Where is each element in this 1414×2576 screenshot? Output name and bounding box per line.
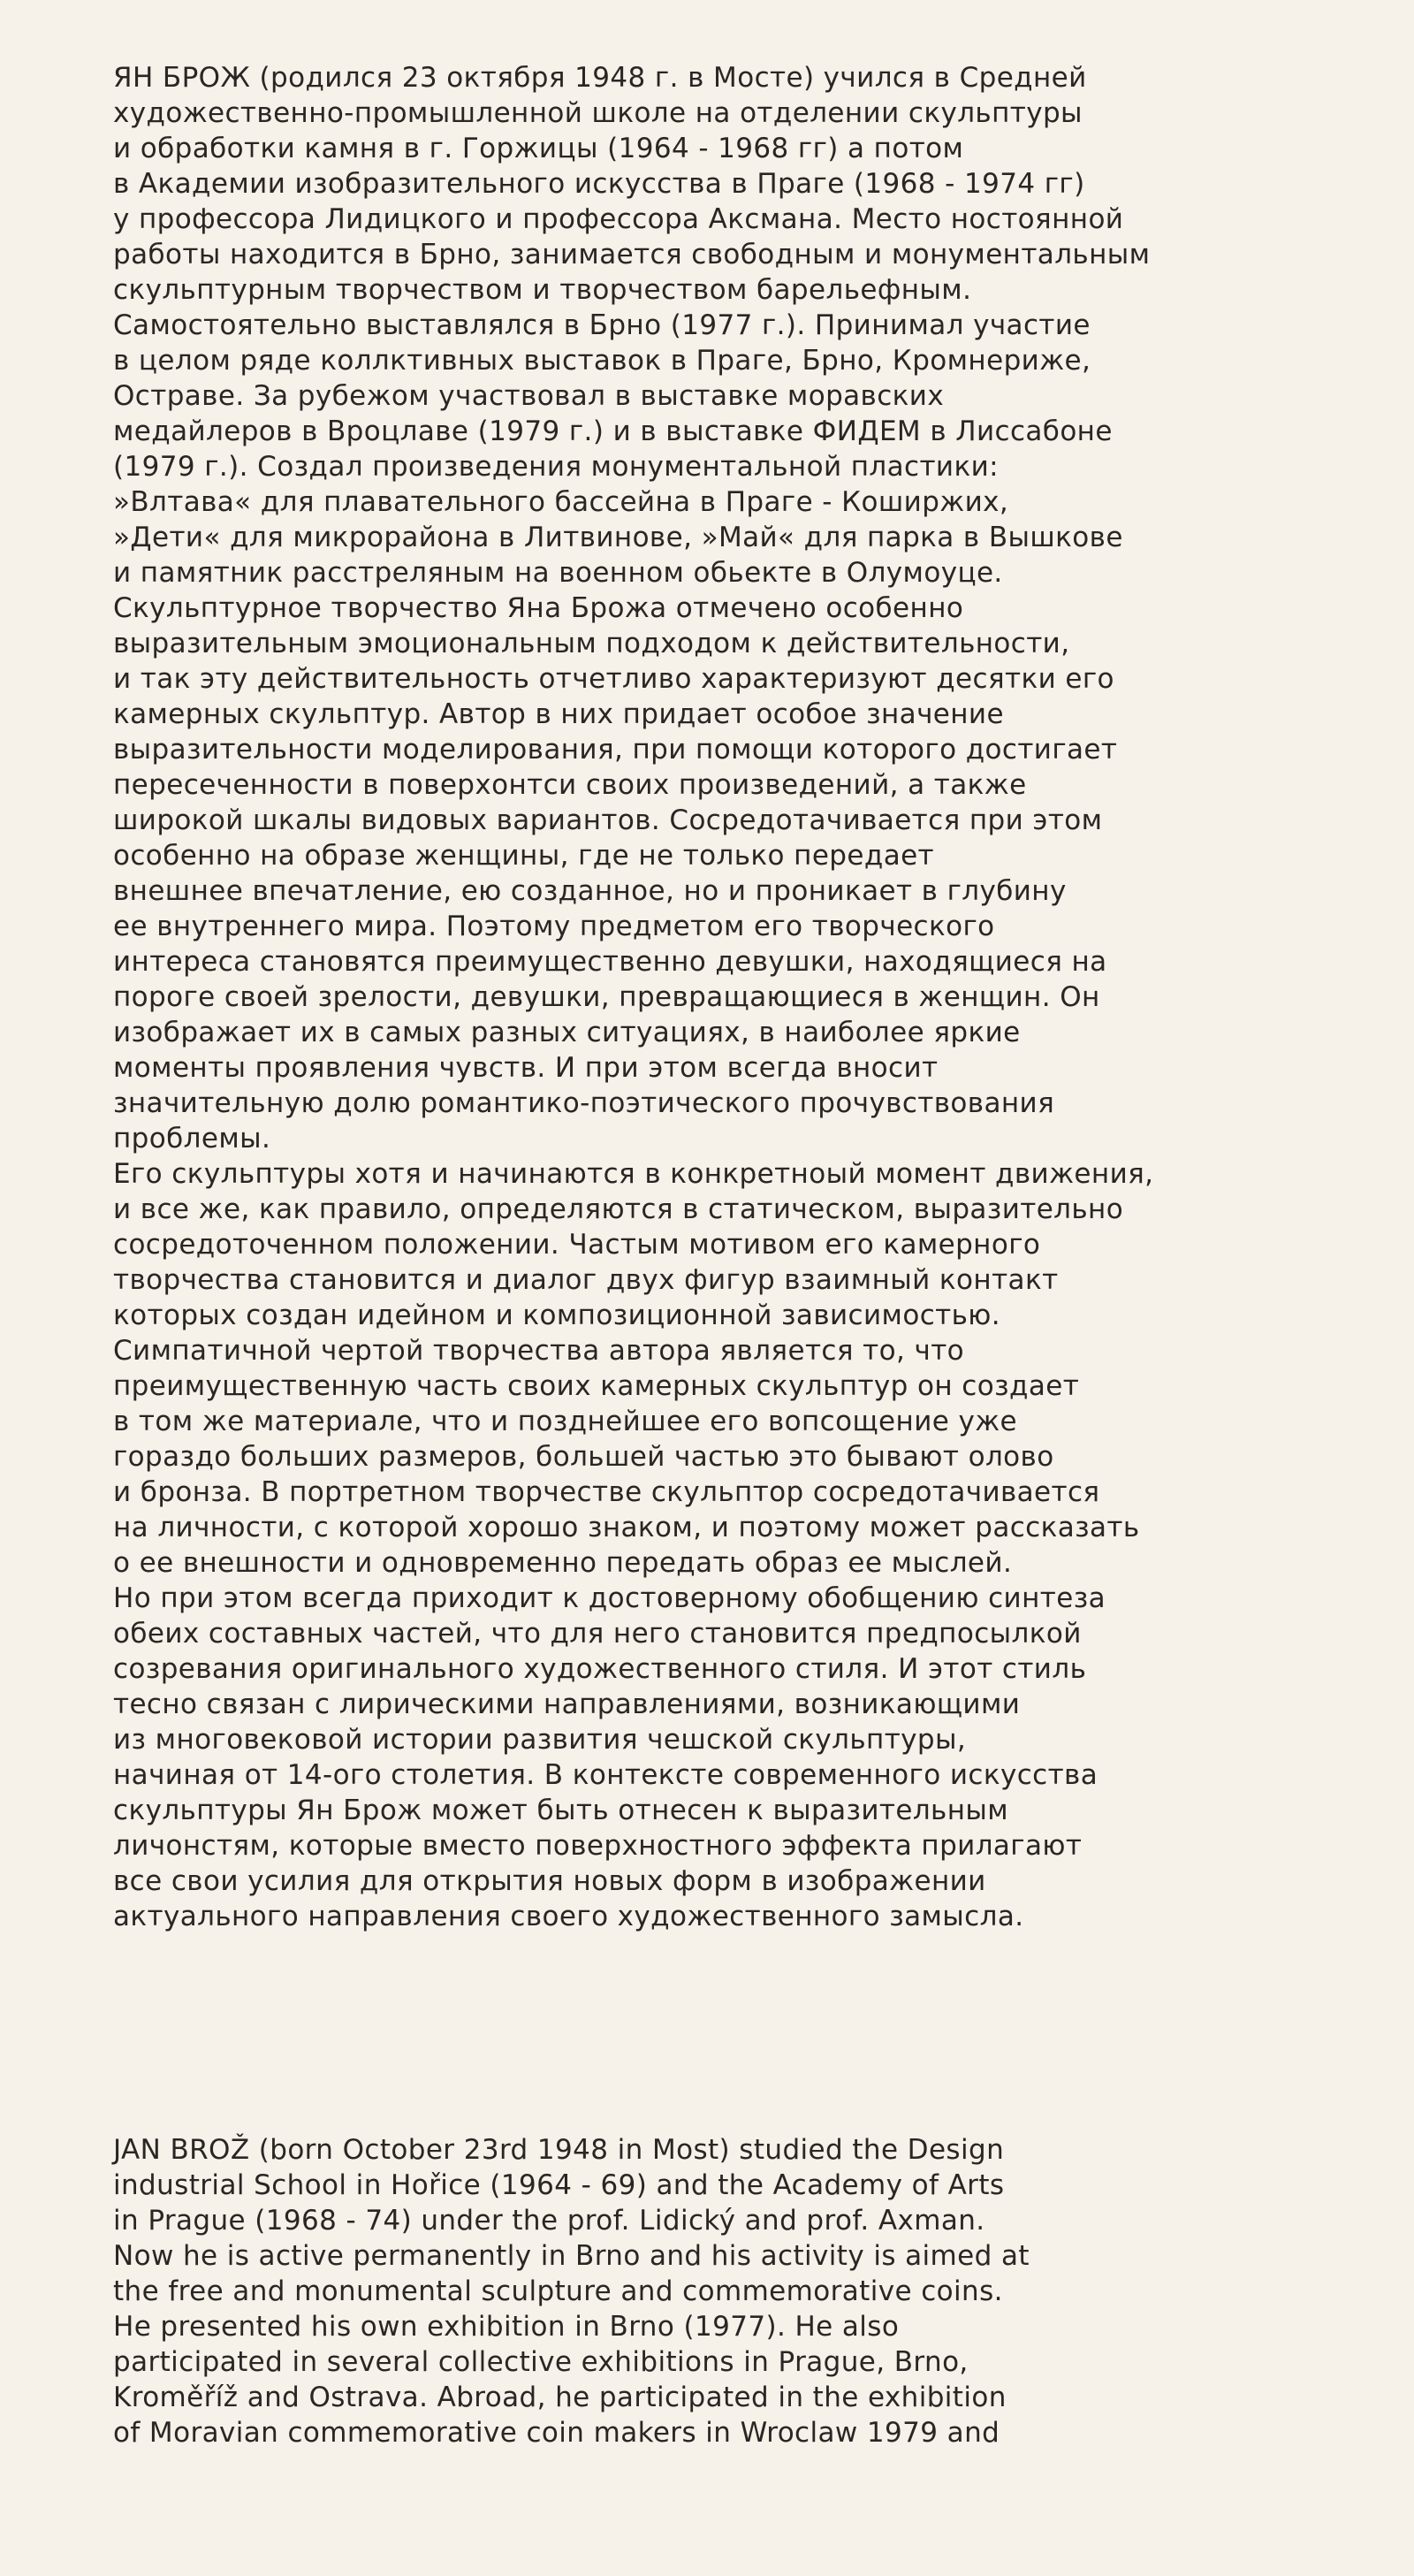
text-line: выразительным эмоциональным подходом к действительности, [113,628,1070,659]
text-line: изображает их в самых разных ситуациях, в наиболее яркие [113,1017,1021,1048]
text-line: сосредоточенном положении. Частым мотивом его камерного [113,1229,1041,1261]
text-line: из многовековой истории развития чешской скульптуры, [113,1724,967,1756]
text-line: Его скульптуры хотя и начинаются в конкретноый момент движения, [113,1158,1154,1190]
text-line: широкой шкалы видовых вариантов. Сосредотачивается при этом [113,804,1103,836]
text-line: в целом ряде коллктивных выставок в Праге, Брно, Кромнериже, [113,345,1091,377]
text-line: художественно-промышленной школе на отделении скульптуры [113,97,1083,129]
text-line: (1979 г.). Создал произведения монументальной пластики: [113,451,999,483]
text-line: моменты проявления чувств. И при этом всегда вносит [113,1052,939,1084]
text-line: Но при этом всегда приходит к достоверному обобщению синтеза [113,1582,1106,1614]
text-line: значительную долю романтико-поэтического прочувствования [113,1087,1055,1119]
text-line: Остраве. За рубежом участвовал в выставке моравских [113,380,945,412]
text-line: и все же, как правило, определяются в статическом, выразительно [113,1193,1124,1225]
text-line: пороге своей зрелости, девушки, превращающиеся в женщин. Он [113,981,1100,1013]
text-line: все свои усилия для открытия новых форм в изображении [113,1865,986,1897]
text-line: личонстям, которые вместо поверхностного эффекта прилагают [113,1830,1083,1862]
text-line: в том же материале, что и позднейшее его вопсощение уже [113,1406,1018,1437]
text-line: »Дети« для микрорайона в Литвинове, »Май« для парка в Вышкове [113,522,1123,553]
text-line: работы находится в Брно, занимается свободным и монументальным [113,239,1151,271]
text-line: интереса становятся преимущественно девушки, находящиеся на [113,946,1107,978]
text-line: которых создан идейном и композиционной зависимостью. [113,1299,1001,1331]
text-line: Скульптурное творчество Яна Брожа отмечено особенно [113,592,964,624]
text-line: начиная от 14-ого столетия. В контексте современного искусства [113,1759,1099,1791]
text-line: Самостоятельно выставлялся в Брно (1977 г.). Принимал участие [113,309,1091,341]
text-line: особенно на образе женщины, где не только передает [113,840,935,872]
text-line: и обработки камня в г. Горжицы (1964 - 1968 гг) а потом [113,133,964,164]
text-line: ее внутреннего мира. Поэтому предметом его творческого [113,911,995,942]
text-line: of Moravian commemorative coin makers in Wroclaw 1979 and [113,2417,1000,2449]
text-line: камерных скульптур. Автор в них придает особое значение [113,698,1004,730]
text-line: JAN BROŽ (born October 23rd 1948 in Most) studied the Design [113,2134,1005,2166]
text-line: ЯН БРОЖ (родился 23 октября 1948 г. в Мосте) учился в Средней [113,62,1087,94]
text-line: гораздо больших размеров, большей частью это бывают олово [113,1441,1054,1473]
text-line: на личности, с которой хорошо знаком, и поэтому может рассказать [113,1512,1140,1543]
text-line: и памятник расстреляным на военном обьекте в Олумоуце. [113,557,1003,589]
text-line: и так эту действительность отчетливо характеризуют десятки его [113,663,1114,695]
text-line: тесно связан с лирическими направлениями, возникающими [113,1688,1021,1720]
text-line: participated in several collective exhibitions in Prague, Brno, [113,2346,969,2378]
text-line: внешнее впечатление, ею созданное, но и проникает в глубину [113,875,1067,907]
text-line: »Влтава« для плавательного бассейна в Праге - Коширжих, [113,486,1009,518]
text-line: выразительности моделирования, при помощи которого достигает [113,734,1118,766]
text-line: industrial School in Hořice (1964 - 69) and the Academy of Arts [113,2169,1005,2201]
text-line: преимущественную часть своих камерных скульптур он создает [113,1370,1080,1402]
text-line: He presented his own exhibition in Brno (1977). He also [113,2311,900,2343]
text-line: и бронза. В портретном творчестве скульптор сосредотачивается [113,1476,1100,1508]
text-line: о ее внешности и одновременно передать образ ее мыслей. [113,1547,1013,1579]
text-line: пересеченности в поверхонтси своих произведений, а также [113,769,1027,801]
russian-biography [113,60,1386,1934]
text-line: проблемы. [113,1123,271,1155]
text-line: обеих составных частей, что для него становится предпосылкой [113,1618,1082,1650]
text-line: в Академии изобразительного искусства в Праге (1968 - 1974 гг) [113,168,1085,200]
text-line: творчества становится и диалог двух фигур взаимный контакт [113,1264,1059,1296]
text-line: у профессора Лидицкого и профессора Аксмана. Место ностоянной [113,203,1124,235]
text-line: актуального направления своего художественного замысла. [113,1901,1024,1932]
text-line: the free and monumental sculpture and commemorative coins. [113,2275,1003,2307]
text-line: in Prague (1968 - 74) under the prof. Lidický and prof. Axman. [113,2205,985,2237]
english-biography [113,2132,1386,2450]
text-line: скульптуры Ян Брож может быть отнесен к выразительным [113,1795,1009,1826]
text-line: медайлеров в Вроцлаве (1979 г.) и в выставке ФИДЕМ в Лиссабоне [113,415,1113,447]
text-line: скульптурным творчеством и творчеством барельефным. [113,274,972,306]
text-line: созревания оригинального художественного стиля. И этот стиль [113,1653,1087,1685]
text-line: Kroměříž and Ostrava. Abroad, he participated in the exhibition [113,2382,1007,2413]
text-line: Симпатичной чертой творчества автора является то, что [113,1335,965,1367]
text-line: Now he is active permanently in Brno and his activity is aimed at [113,2240,1030,2272]
